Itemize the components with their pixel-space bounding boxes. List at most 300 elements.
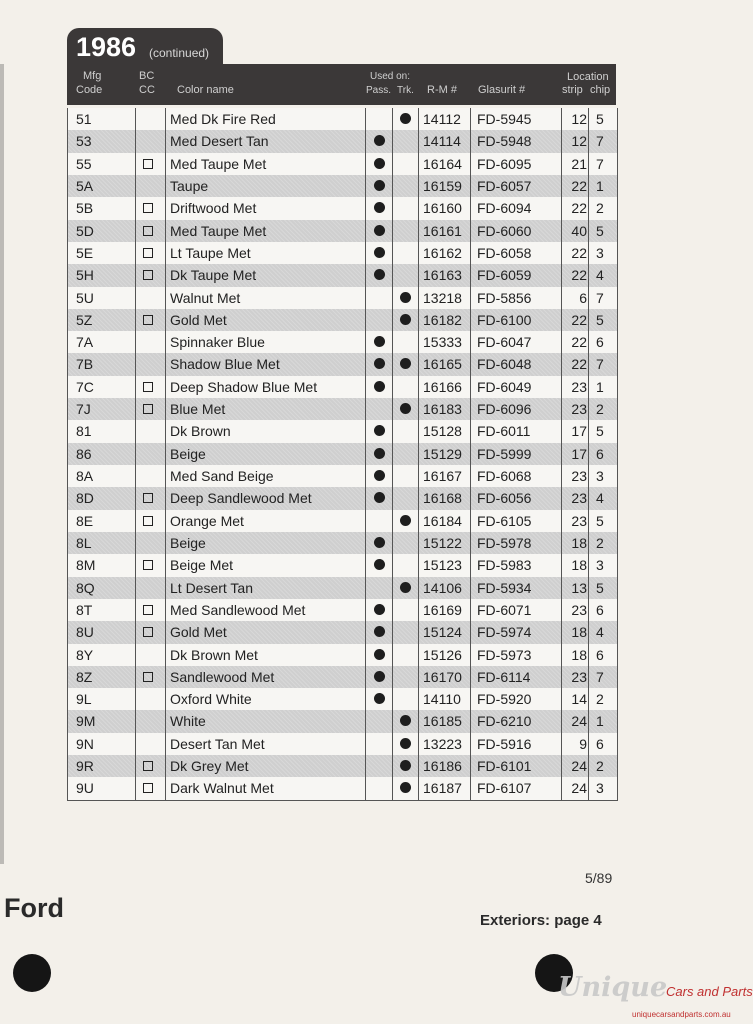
checkbox-icon [143,270,153,280]
table-row [68,175,617,197]
rm-number-cell: 16159 [423,177,462,194]
table-row [68,108,617,130]
bc-cc-cell [141,108,153,130]
bullet-icon [374,604,385,615]
pass-cell [374,175,385,197]
location-strip-cell: 22 [571,334,587,351]
mfg-code-cell: 5U [76,289,94,306]
location-strip-cell: 9 [579,735,587,752]
glasurit-number-cell: FD-6094 [477,200,532,217]
checkbox-icon [143,226,153,236]
table-row [68,621,617,643]
pass-cell [374,666,385,688]
checkbox-icon [143,382,153,392]
rm-number-cell: 15333 [423,334,462,351]
rm-number-cell: 16169 [423,601,462,618]
color-name-cell: Beige [170,445,206,462]
color-name-cell: Oxford White [170,691,252,708]
rm-number-cell: 15122 [423,534,462,551]
color-name-cell: Dk Taupe Met [170,267,257,284]
table-row [68,755,617,777]
mfg-code-cell: 53 [76,133,92,150]
location-strip-cell: 18 [571,624,587,641]
bc-cc-cell [141,599,153,621]
table-row [68,777,617,799]
rm-number-cell: 15123 [423,557,462,574]
location-strip-cell: 18 [571,557,587,574]
mfg-code-cell: 5E [76,244,94,261]
table-row [68,264,617,286]
table-row [68,331,617,353]
location-strip-cell: 22 [571,177,587,194]
bullet-icon [374,693,385,704]
header-bc: BC [139,70,155,82]
color-name-cell: Med Dk Fire Red [170,111,276,127]
pass-cell [374,242,385,264]
bullet-icon [374,425,385,436]
table-row [68,554,617,576]
bullet-icon [374,225,385,236]
header-used-on: Used on: [370,71,411,82]
rm-number-cell: 16187 [423,780,462,797]
rm-number-cell: 16167 [423,468,462,484]
table-row [68,287,617,309]
color-name-cell: Med Sandlewood Met [170,601,306,618]
table-header [67,64,616,105]
glasurit-number-cell: FD-5948 [477,133,532,150]
header-location: Location [567,71,609,83]
location-strip-cell: 23 [571,512,587,529]
watermark-subtitle: Cars and Parts [666,984,753,999]
header-strip: strip [562,84,583,96]
mfg-code-cell: 9R [76,758,94,775]
truck-cell [400,777,411,799]
header-code: Code [76,84,103,96]
location-strip-cell: 13 [571,579,587,596]
mfg-code-cell: 86 [76,445,92,462]
truck-cell [400,108,411,130]
column-divider [165,108,166,801]
color-name-cell: Gold Met [170,311,227,328]
checkbox-icon [143,605,153,615]
pass-cell [374,197,385,219]
location-chip-cell: 3 [596,557,604,574]
pass-cell [374,220,385,242]
bc-cc-cell [141,532,153,554]
table-row [68,510,617,532]
header-pass: Pass. [366,85,392,96]
bullet-icon [374,626,385,637]
checkbox-icon [143,493,153,503]
location-strip-cell: 23 [571,378,587,395]
rm-number-cell: 16168 [423,490,462,507]
location-strip-cell: 22 [571,311,587,328]
pass-cell [374,331,385,353]
page-number: 5/89 [585,870,613,886]
truck-cell [400,710,411,732]
table-row [68,130,617,152]
rm-number-cell: 16162 [423,244,462,261]
bc-cc-cell [141,353,153,375]
location-chip-cell: 2 [596,534,604,551]
mfg-code-cell: 7B [76,356,94,373]
table-row [68,153,617,175]
bullet-icon [374,559,385,570]
mfg-code-cell: 5H [76,267,94,284]
pass-cell [374,420,385,442]
rm-number-cell: 16165 [423,356,462,373]
column-divider [470,108,471,801]
bc-cc-cell [141,376,153,398]
checkbox-icon [143,203,153,213]
glasurit-number-cell: FD-6047 [477,334,532,351]
mfg-code-cell: 9L [76,691,92,708]
color-name-cell: Med Taupe Met [170,155,267,172]
location-chip-cell: 6 [596,445,604,462]
mfg-code-cell: 8L [76,534,92,551]
color-name-cell: Dk Grey Met [170,758,249,775]
column-divider [418,108,419,801]
section-title: Exteriors: page 4 [480,912,602,929]
rm-number-cell: 16161 [423,222,462,239]
bullet-icon [400,403,411,414]
color-name-cell: Dark Walnut Met [170,780,274,797]
pass-cell [374,264,385,286]
bullet-icon [400,113,411,124]
bc-cc-cell [141,398,153,420]
glasurit-number-cell: FD-6058 [477,244,532,261]
bullet-icon [400,738,411,749]
rm-number-cell: 16163 [423,267,462,284]
table-row [68,710,617,732]
table-row [68,398,617,420]
mfg-code-cell: 5Z [76,311,93,328]
color-name-cell: Gold Met [170,624,227,641]
table-row [68,220,617,242]
bullet-icon [374,202,385,213]
color-name-cell: Driftwood Met [170,200,257,217]
mfg-code-cell: 7J [76,401,91,418]
location-strip-cell: 17 [571,445,587,462]
location-strip-cell: 24 [571,713,587,730]
location-chip-cell: 4 [596,267,604,284]
pass-cell [374,130,385,152]
bullet-icon [374,336,385,347]
location-strip-cell: 40 [571,222,587,239]
location-chip-cell: 7 [596,356,604,373]
truck-cell [400,309,411,331]
mfg-code-cell: 5D [76,222,94,239]
bc-cc-cell [141,420,153,442]
bc-cc-cell [141,220,153,242]
location-chip-cell: 7 [596,289,604,306]
location-chip-cell: 5 [596,579,604,596]
bullet-icon [374,247,385,258]
location-strip-cell: 21 [571,155,587,172]
truck-cell [400,287,411,309]
bc-cc-cell [141,644,153,666]
table-row [68,666,617,688]
glasurit-number-cell: FD-5983 [477,557,532,574]
color-name-cell: Med Taupe Met [170,222,267,239]
truck-cell [400,577,411,599]
color-name-cell: Med Sand Beige [170,468,274,484]
glasurit-number-cell: FD-5945 [477,111,532,127]
bc-cc-cell [141,443,153,465]
location-chip-cell: 7 [596,155,604,172]
location-strip-cell: 22 [571,244,587,261]
location-strip-cell: 23 [571,490,587,507]
mfg-code-cell: 7C [76,378,94,395]
bc-cc-cell [141,710,153,732]
bullet-icon [400,292,411,303]
bc-cc-cell [141,309,153,331]
mfg-code-cell: 5B [76,200,94,217]
location-strip-cell: 22 [571,356,587,373]
brand-title: Ford [4,893,64,923]
glasurit-number-cell: FD-5999 [477,445,532,462]
table-row [68,599,617,621]
glasurit-number-cell: FD-6056 [477,490,532,507]
mfg-code-cell: 8D [76,490,94,507]
bc-cc-cell [141,175,153,197]
glasurit-number-cell: FD-6100 [477,311,532,328]
bullet-icon [374,470,385,481]
mfg-code-cell: 8A [76,468,94,484]
rm-number-cell: 16184 [423,512,462,529]
header-color-name: Color name [177,84,234,96]
location-chip-cell: 3 [596,780,604,797]
rm-number-cell: 14112 [423,111,461,127]
truck-cell [400,510,411,532]
mfg-code-cell: 7A [76,334,94,351]
bullet-icon [400,715,411,726]
location-chip-cell: 5 [596,311,604,328]
bullet-icon [374,671,385,682]
rm-number-cell: 16160 [423,200,462,217]
truck-cell [400,398,411,420]
location-strip-cell: 24 [571,758,587,775]
year-label: 1986 [76,32,137,62]
mfg-code-cell: 8Q [76,579,95,596]
bc-cc-cell [141,554,153,576]
mfg-code-cell: 9U [76,780,94,797]
column-divider [588,108,589,801]
location-strip-cell: 23 [571,668,587,685]
location-chip-cell: 6 [596,601,604,618]
bc-cc-cell [141,621,153,643]
pass-cell [374,153,385,175]
continued-label: (continued) [149,46,210,60]
glasurit-number-cell: FD-6048 [477,356,532,373]
location-chip-cell: 1 [596,713,604,730]
bullet-icon [400,760,411,771]
pass-cell [374,353,385,375]
location-chip-cell: 6 [596,735,604,752]
location-chip-cell: 7 [596,668,604,685]
glasurit-number-cell: FD-6107 [477,780,532,797]
mfg-code-cell: 8E [76,512,94,529]
header-cc: CC [139,84,155,96]
rm-number-cell: 16182 [423,311,462,328]
header-rm: R-M # [427,84,457,96]
bc-cc-cell [141,666,153,688]
color-name-cell: Dk Brown Met [170,646,258,663]
bullet-icon [374,649,385,660]
year-tab [67,28,223,66]
bullet-icon [374,537,385,548]
mfg-code-cell: 51 [76,111,92,127]
glasurit-number-cell: FD-5974 [477,624,532,641]
mfg-code-cell: 8Z [76,668,93,685]
bullet-icon [400,314,411,325]
bullet-icon [374,358,385,369]
glasurit-number-cell: FD-6068 [477,468,532,484]
glasurit-number-cell: FD-6114 [477,668,531,685]
location-chip-cell: 6 [596,334,604,351]
pass-cell [374,554,385,576]
rm-number-cell: 16164 [423,155,462,172]
color-table [67,108,618,801]
color-name-cell: Desert Tan Met [170,735,265,752]
table-row [68,376,617,398]
location-strip-cell: 22 [571,267,587,284]
location-chip-cell: 4 [596,624,604,641]
location-chip-cell: 5 [596,111,604,127]
location-chip-cell: 6 [596,646,604,663]
glasurit-number-cell: FD-5978 [477,534,532,551]
glasurit-number-cell: FD-6049 [477,378,532,395]
location-strip-cell: 18 [571,646,587,663]
glasurit-number-cell: FD-6101 [477,758,532,775]
bullet-icon [374,492,385,503]
table-row [68,532,617,554]
table-row [68,443,617,465]
rm-number-cell: 14106 [423,579,462,596]
checkbox-icon [143,404,153,414]
color-name-cell: Orange Met [170,512,244,529]
table-row [68,644,617,666]
table-row [68,242,617,264]
location-chip-cell: 5 [596,423,604,440]
bullet-icon [400,358,411,369]
bc-cc-cell [141,331,153,353]
bc-cc-cell [141,242,153,264]
column-divider [135,108,136,801]
color-name-cell: Blue Met [170,401,226,418]
rm-number-cell: 16170 [423,668,462,685]
table-row [68,309,617,331]
binder-hole [13,954,51,992]
mfg-code-cell: 55 [76,155,92,172]
location-chip-cell: 3 [596,244,604,261]
checkbox-icon [143,516,153,526]
bc-cc-cell [141,153,153,175]
pass-cell [374,644,385,666]
checkbox-icon [143,248,153,258]
table-row [68,353,617,375]
pass-cell [374,443,385,465]
color-name-cell: Spinnaker Blue [170,334,265,351]
table-row [68,688,617,710]
watermark-word: Unique [558,972,668,1003]
rm-number-cell: 16186 [423,758,462,775]
color-name-cell: Shadow Blue Met [170,356,280,373]
table-row [68,733,617,755]
bullet-icon [374,381,385,392]
bullet-icon [400,515,411,526]
pass-cell [374,688,385,710]
rm-number-cell: 14114 [423,133,461,150]
pass-cell [374,376,385,398]
bc-cc-cell [141,755,153,777]
color-name-cell: Med Desert Tan [170,133,269,150]
glasurit-number-cell: FD-5916 [477,735,532,752]
pass-cell [374,599,385,621]
bc-cc-cell [141,197,153,219]
bc-cc-cell [141,688,153,710]
rm-number-cell: 15129 [423,445,462,462]
location-chip-cell: 2 [596,691,604,708]
checkbox-icon [143,783,153,793]
header-mfg: Mfg [83,70,102,82]
table-row [68,197,617,219]
mfg-code-cell: 5A [76,177,94,194]
location-strip-cell: 17 [571,423,587,440]
bullet-icon [374,448,385,459]
bc-cc-cell [141,264,153,286]
checkbox-icon [143,560,153,570]
checkbox-icon [143,627,153,637]
checkbox-icon [143,672,153,682]
header-chip: chip [590,84,611,96]
rm-number-cell: 15128 [423,423,462,440]
rm-number-cell: 16185 [423,713,462,730]
bc-cc-cell [141,487,153,509]
location-strip-cell: 14 [571,691,587,708]
location-strip-cell: 18 [571,534,587,551]
mfg-code-cell: 9M [76,713,96,730]
color-name-cell: White [170,713,206,730]
location-chip-cell: 2 [596,200,604,217]
glasurit-number-cell: FD-6011 [477,423,531,440]
glasurit-number-cell: FD-6105 [477,512,532,529]
color-name-cell: Dk Brown [170,423,231,440]
column-divider [365,108,366,801]
location-chip-cell: 2 [596,401,604,418]
table-row [68,577,617,599]
pass-cell [374,532,385,554]
location-chip-cell: 5 [596,512,604,529]
watermark-url: uniquecarsandparts.com.au [632,1010,731,1019]
table-row [68,420,617,442]
mfg-code-cell: 8M [76,557,96,574]
bullet-icon [374,135,385,146]
checkbox-icon [143,761,153,771]
column-divider [392,108,393,801]
color-name-cell: Taupe [170,177,209,194]
bullet-icon [374,158,385,169]
bullet-icon [400,582,411,593]
color-name-cell: Beige Met [170,557,234,574]
truck-cell [400,353,411,375]
location-strip-cell: 23 [571,468,587,484]
mfg-code-cell: 9N [76,735,94,752]
truck-cell [400,733,411,755]
location-strip-cell: 12 [571,111,587,127]
bullet-icon [400,782,411,793]
color-name-cell: Lt Desert Tan [170,579,254,596]
